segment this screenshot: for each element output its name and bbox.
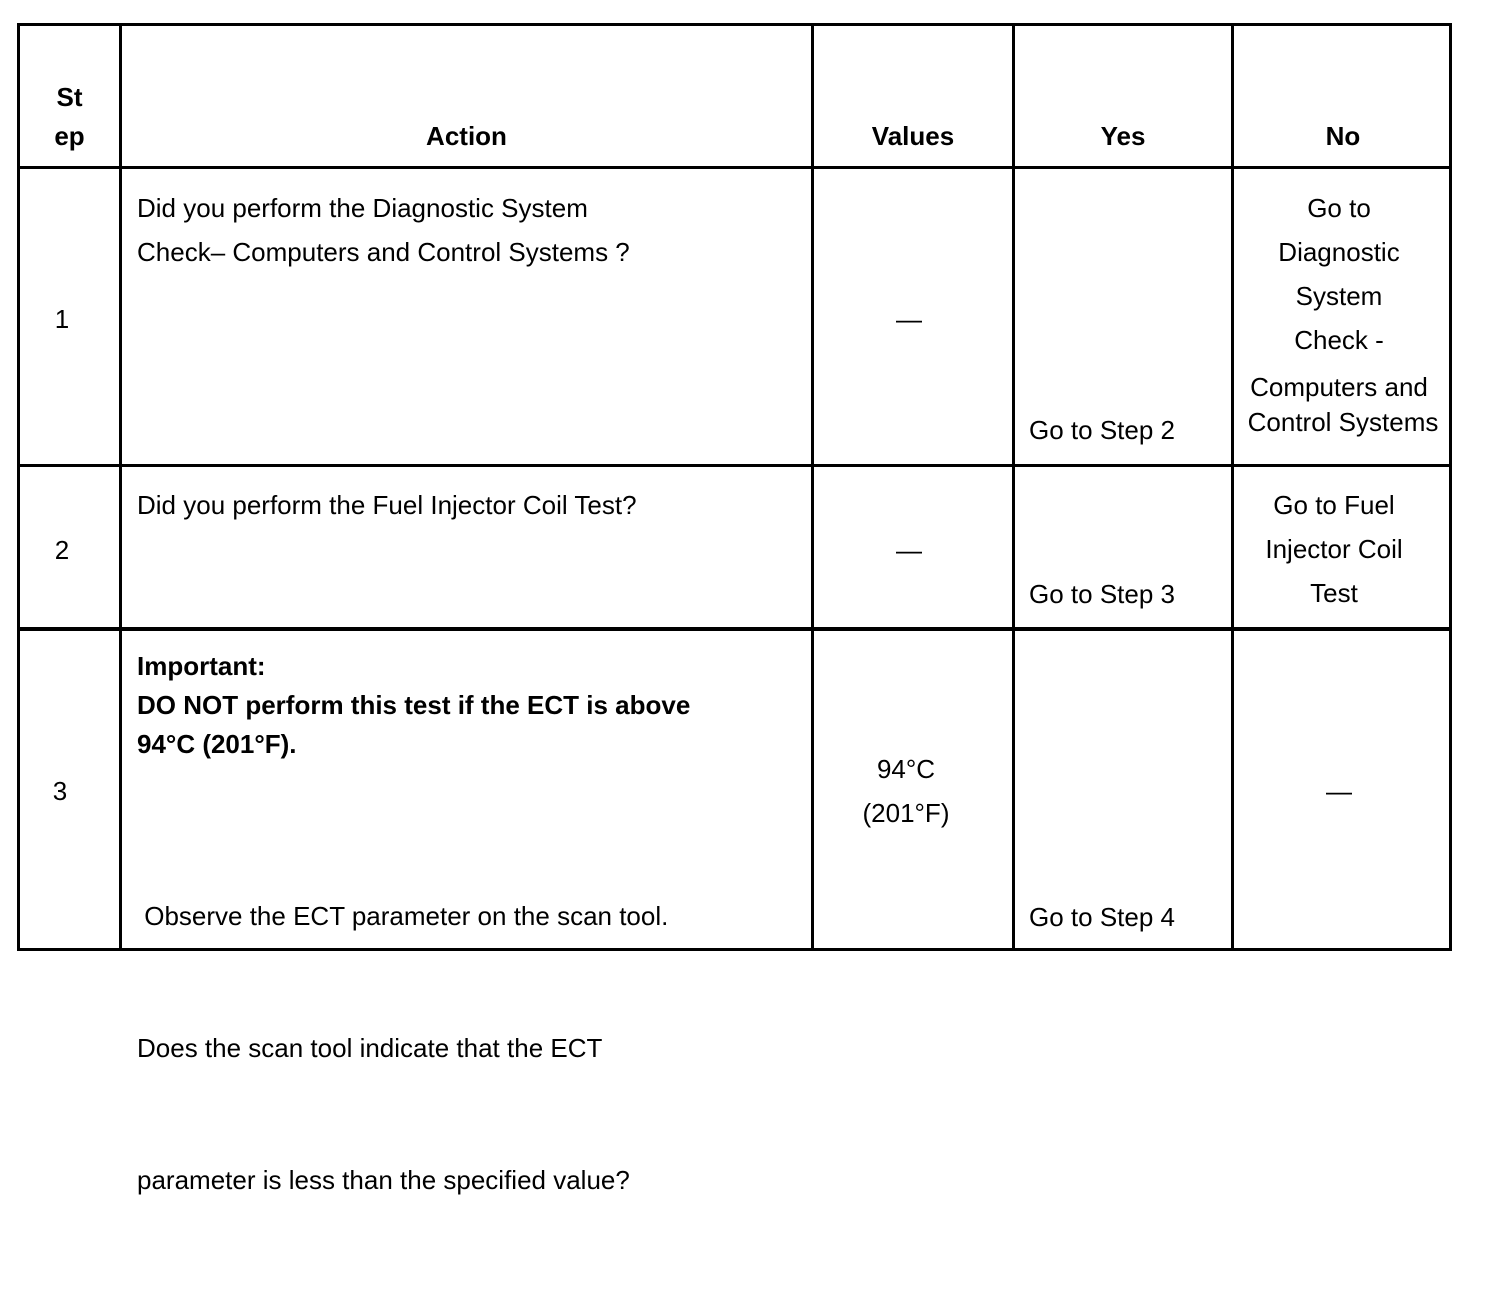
yes-action: Go to Step 4 (1029, 902, 1175, 932)
action-line: Did you perform the Fuel Injector Coil Test? (137, 490, 637, 520)
no-line: Computers and (1250, 372, 1428, 402)
no-line: Diagnostic (1278, 237, 1400, 267)
diagnostic-table (17, 23, 1452, 1195)
header-step-line: St (56, 82, 83, 112)
action-line: Does the scan tool indicate that the ECT (137, 1033, 603, 1063)
important-line: DO NOT perform this test if the ECT is above (137, 690, 691, 720)
no-line: Injector Coil (1265, 534, 1403, 564)
action-line: Check– Computers and Control Systems ? (137, 237, 630, 267)
header-yes: Yes (1100, 121, 1146, 151)
no-action: — (1326, 776, 1352, 806)
column-divider (1012, 26, 1015, 948)
yes-action: Go to Step 3 (1029, 579, 1175, 609)
value-line: 94°C (876, 754, 936, 784)
step-number: 1 (54, 304, 70, 334)
step-number: 3 (52, 776, 68, 806)
no-line: Go to Fuel (1273, 490, 1395, 520)
value-text: — (896, 304, 922, 334)
header-step (20, 78, 119, 156)
important-line: 94°C (201°F). (137, 729, 297, 759)
step-number: 2 (54, 535, 70, 565)
action-text (137, 186, 630, 274)
column-divider (119, 26, 122, 948)
row-divider (20, 627, 1449, 631)
header-step-line: ep (54, 121, 85, 151)
header-action: Action (426, 121, 507, 151)
yes-action: Go to Step 2 (1029, 415, 1175, 445)
value-text (814, 747, 998, 835)
no-line: Go to (1307, 193, 1371, 223)
action-line: parameter is less than the specified value? (137, 1165, 630, 1195)
no-line: Control Systems (1247, 407, 1439, 437)
header-values: Values (871, 121, 955, 151)
value-line: (201°F) (862, 798, 950, 828)
row-divider (20, 464, 1449, 467)
value-text: — (896, 535, 922, 565)
action-text (137, 806, 668, 1290)
no-action (1234, 186, 1444, 437)
no-action (1234, 483, 1434, 615)
action-line: Did you perform the Diagnostic System (137, 193, 588, 223)
no-line: Check - (1294, 325, 1384, 355)
important-label: Important: (137, 651, 266, 681)
header-no: No (1325, 121, 1361, 151)
no-line: Test (1310, 578, 1358, 608)
no-line: System (1295, 281, 1383, 311)
action-text (137, 483, 637, 527)
important-note (137, 647, 690, 764)
row-divider (20, 166, 1449, 169)
action-line: Observe the ECT parameter on the scan tool. (137, 901, 669, 931)
